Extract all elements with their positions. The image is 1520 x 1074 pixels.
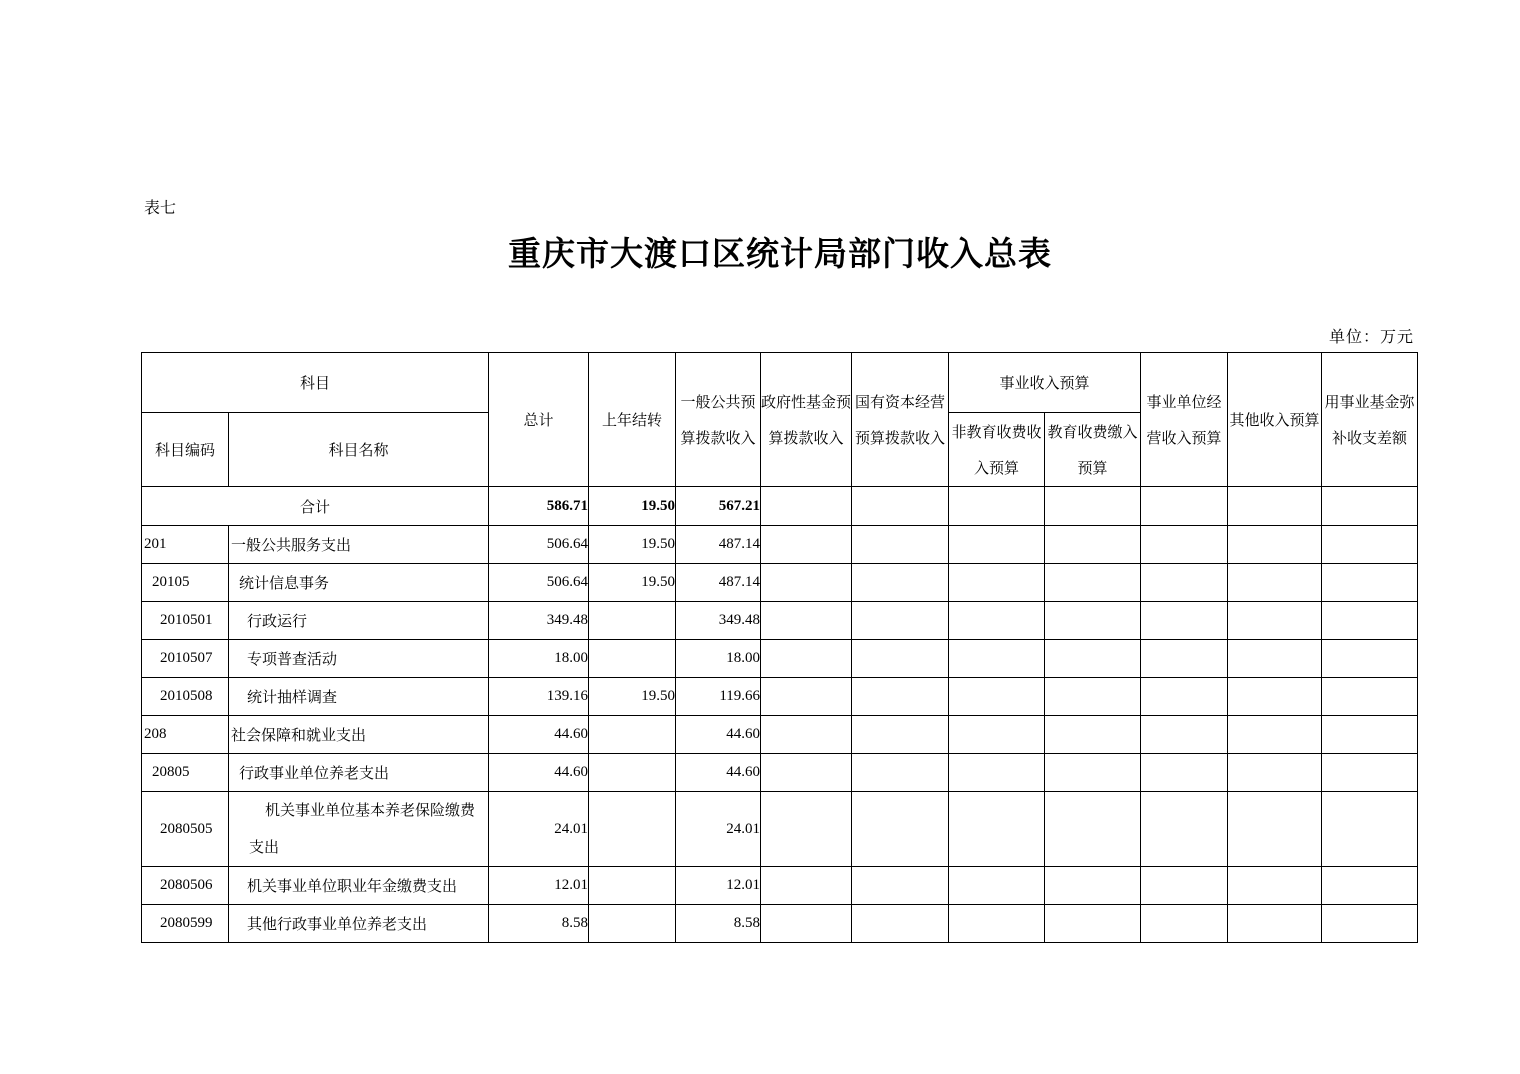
table-row — [142, 716, 1418, 754]
subject-code: 2080599 — [142, 905, 229, 943]
empty-cell — [1141, 678, 1228, 716]
empty-cell — [761, 640, 852, 678]
cell-general-budget: 487.14 — [676, 526, 761, 564]
empty-cell — [1228, 716, 1322, 754]
empty-cell — [761, 602, 852, 640]
header-state-capital: 国有资本经营预算拨款收入 — [852, 353, 949, 487]
header-other-income: 其他收入预算 — [1228, 353, 1322, 487]
header-total: 总计 — [489, 353, 589, 487]
header-edu-fee: 教育收费缴入预算 — [1045, 413, 1141, 487]
empty-cell — [1228, 602, 1322, 640]
header-subject: 科目 — [142, 353, 489, 413]
cell-general-budget: 8.58 — [676, 905, 761, 943]
table-row — [142, 678, 1418, 716]
cell-carryover: 19.50 — [589, 678, 676, 716]
cell-total: 349.48 — [489, 602, 589, 640]
cell-total: 24.01 — [489, 792, 589, 867]
subject-name: 行政事业单位养老支出 — [229, 754, 489, 792]
table-row — [142, 754, 1418, 792]
empty-cell — [1322, 792, 1418, 867]
unit-label: 单位：万元 — [1328, 327, 1414, 346]
empty-cell — [1141, 640, 1228, 678]
cell-total: 506.64 — [489, 526, 589, 564]
empty-cell — [1141, 754, 1228, 792]
header-business-income: 事业收入预算 — [949, 353, 1141, 413]
subject-code: 20105 — [142, 564, 229, 602]
header-gov-fund: 政府性基金预算拨款收入 — [761, 353, 852, 487]
empty-cell — [949, 602, 1045, 640]
table-label: 表七 — [144, 198, 177, 217]
subject-name: 其他行政事业单位养老支出 — [229, 905, 489, 943]
empty-cell — [852, 526, 949, 564]
subject-name: 专项普查活动 — [229, 640, 489, 678]
cell-general-budget: 18.00 — [676, 640, 761, 678]
empty-cell — [1228, 867, 1322, 905]
table-row — [142, 526, 1418, 564]
cell-carryover — [589, 754, 676, 792]
empty-cell — [1045, 602, 1141, 640]
table-row — [142, 640, 1418, 678]
empty-cell — [949, 640, 1045, 678]
empty-cell — [1322, 754, 1418, 792]
empty-cell — [1228, 792, 1322, 867]
empty-cell — [1322, 640, 1418, 678]
empty-cell — [1228, 487, 1322, 526]
cell-carryover — [589, 716, 676, 754]
subject-name — [229, 792, 489, 867]
empty-cell — [1141, 564, 1228, 602]
cell-carryover — [589, 602, 676, 640]
empty-cell — [761, 905, 852, 943]
empty-cell — [1322, 526, 1418, 564]
empty-cell — [1141, 526, 1228, 564]
table-row — [142, 564, 1418, 602]
empty-cell — [1045, 867, 1141, 905]
cell-carryover — [589, 905, 676, 943]
cell-general-budget: 349.48 — [676, 602, 761, 640]
header-unit-operating: 事业单位经营收入预算 — [1141, 353, 1228, 487]
table-row — [142, 792, 1418, 867]
empty-cell — [1045, 754, 1141, 792]
subject-name: 一般公共服务支出 — [229, 526, 489, 564]
total-value: 586.71 — [489, 487, 589, 526]
subject-name-line: 机关事业单位基本养老保险缴费 — [265, 801, 476, 819]
header-subject-code: 科目编码 — [142, 413, 229, 487]
subject-code: 201 — [142, 526, 229, 564]
page-title: 重庆市大渡口区统计局部门收入总表 — [508, 234, 1052, 273]
empty-cell — [852, 754, 949, 792]
subject-code: 2010501 — [142, 602, 229, 640]
cell-carryover: 19.50 — [589, 526, 676, 564]
subject-name: 统计抽样调查 — [229, 678, 489, 716]
subject-name: 机关事业单位职业年金缴费支出 — [229, 867, 489, 905]
empty-cell — [1045, 487, 1141, 526]
empty-cell — [1322, 678, 1418, 716]
empty-cell — [1322, 905, 1418, 943]
empty-cell — [949, 678, 1045, 716]
empty-cell — [852, 716, 949, 754]
subject-name: 统计信息事务 — [229, 564, 489, 602]
header-fund-offset: 用事业基金弥补收支差额 — [1322, 353, 1418, 487]
empty-cell — [1322, 602, 1418, 640]
header-non-edu-fee: 非教育收费收入预算 — [949, 413, 1045, 487]
total-row — [142, 487, 1418, 526]
header-carryover: 上年结转 — [589, 353, 676, 487]
cell-total: 44.60 — [489, 716, 589, 754]
cell-carryover — [589, 867, 676, 905]
empty-cell — [852, 640, 949, 678]
empty-cell — [1228, 564, 1322, 602]
empty-cell — [1045, 640, 1141, 678]
empty-cell — [1141, 487, 1228, 526]
empty-cell — [761, 487, 852, 526]
empty-cell — [852, 867, 949, 905]
empty-cell — [1045, 564, 1141, 602]
empty-cell — [761, 526, 852, 564]
empty-cell — [949, 867, 1045, 905]
empty-cell — [1322, 487, 1418, 526]
cell-general-budget: 44.60 — [676, 716, 761, 754]
cell-general-budget: 119.66 — [676, 678, 761, 716]
subject-name-line: 支出 — [249, 838, 280, 856]
empty-cell — [761, 716, 852, 754]
cell-total: 18.00 — [489, 640, 589, 678]
cell-general-budget: 44.60 — [676, 754, 761, 792]
empty-cell — [949, 564, 1045, 602]
table-row — [142, 602, 1418, 640]
cell-total: 44.60 — [489, 754, 589, 792]
cell-carryover: 19.50 — [589, 564, 676, 602]
cell-general-budget: 487.14 — [676, 564, 761, 602]
subject-code: 2080506 — [142, 867, 229, 905]
empty-cell — [1228, 526, 1322, 564]
cell-carryover — [589, 640, 676, 678]
empty-cell — [1141, 716, 1228, 754]
total-general-budget: 567.21 — [676, 487, 761, 526]
cell-total: 12.01 — [489, 867, 589, 905]
empty-cell — [1045, 678, 1141, 716]
subject-name: 行政运行 — [229, 602, 489, 640]
income-table — [141, 352, 1418, 943]
cell-carryover — [589, 792, 676, 867]
empty-cell — [761, 564, 852, 602]
header-subject-name: 科目名称 — [229, 413, 489, 487]
empty-cell — [1141, 792, 1228, 867]
cell-general-budget: 12.01 — [676, 867, 761, 905]
empty-cell — [852, 564, 949, 602]
empty-cell — [761, 867, 852, 905]
empty-cell — [761, 792, 852, 867]
empty-cell — [1228, 678, 1322, 716]
subject-name: 社会保障和就业支出 — [229, 716, 489, 754]
empty-cell — [1045, 526, 1141, 564]
empty-cell — [852, 905, 949, 943]
empty-cell — [1228, 640, 1322, 678]
empty-cell — [1228, 905, 1322, 943]
empty-cell — [949, 716, 1045, 754]
subject-code: 208 — [142, 716, 229, 754]
empty-cell — [1045, 716, 1141, 754]
empty-cell — [852, 792, 949, 867]
empty-cell — [761, 754, 852, 792]
empty-cell — [1141, 905, 1228, 943]
empty-cell — [852, 602, 949, 640]
empty-cell — [852, 487, 949, 526]
subject-code: 2010507 — [142, 640, 229, 678]
empty-cell — [1141, 602, 1228, 640]
empty-cell — [1322, 867, 1418, 905]
total-carryover: 19.50 — [589, 487, 676, 526]
empty-cell — [949, 905, 1045, 943]
cell-total: 506.64 — [489, 564, 589, 602]
header-general-budget: 一般公共预算拨款收入 — [676, 353, 761, 487]
table-row — [142, 905, 1418, 943]
total-label: 合计 — [142, 487, 489, 526]
empty-cell — [949, 526, 1045, 564]
subject-code: 2080505 — [142, 792, 229, 867]
subject-code: 2010508 — [142, 678, 229, 716]
empty-cell — [949, 487, 1045, 526]
cell-total: 139.16 — [489, 678, 589, 716]
empty-cell — [852, 678, 949, 716]
empty-cell — [949, 792, 1045, 867]
empty-cell — [1322, 564, 1418, 602]
empty-cell — [1322, 716, 1418, 754]
empty-cell — [1045, 905, 1141, 943]
table-row — [142, 867, 1418, 905]
empty-cell — [1141, 867, 1228, 905]
subject-code: 20805 — [142, 754, 229, 792]
empty-cell — [1228, 754, 1322, 792]
cell-total: 8.58 — [489, 905, 589, 943]
empty-cell — [1045, 792, 1141, 867]
empty-cell — [761, 678, 852, 716]
cell-general-budget: 24.01 — [676, 792, 761, 867]
empty-cell — [949, 754, 1045, 792]
